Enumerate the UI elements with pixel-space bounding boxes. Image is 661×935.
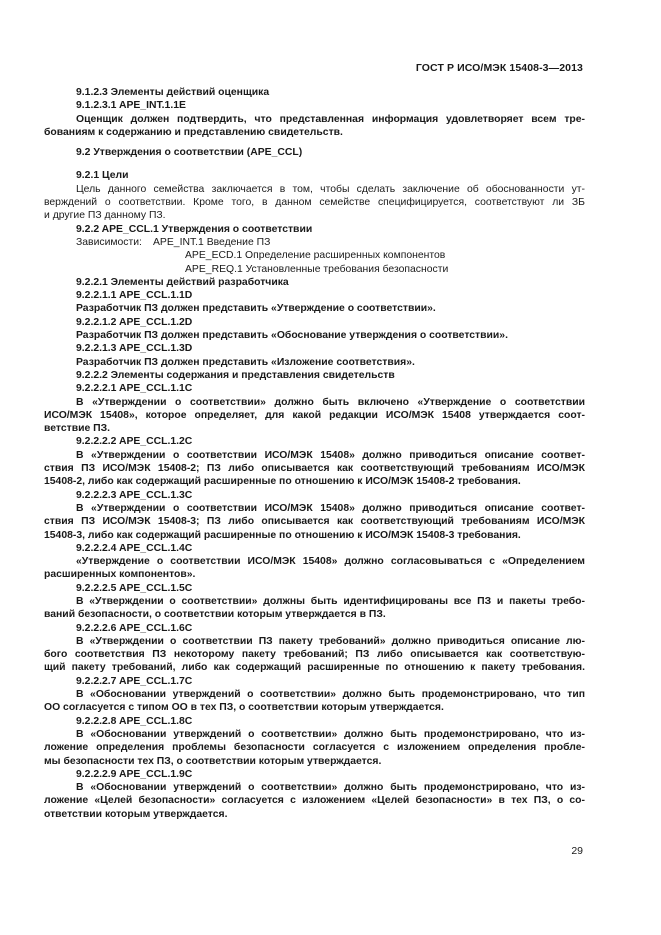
text-line: верждений о соответствии. Кроме того, в данном семействе специфицируется, соответствуют ли ЗБ: [44, 197, 585, 209]
text-line: 9.2.2.2.3 APE_CCL.1.3C: [76, 489, 193, 501]
text-line: Цель данного семейства заключается в том, чтобы сделать заключение об обоснованности ут-: [76, 183, 585, 195]
text-line: Разработчик ПЗ должен представить «Обоснование утверждения о соответствии».: [76, 330, 508, 342]
text-line: ответствии которым утверждается.: [44, 808, 228, 820]
text-line: 9.2.2.2 Элементы содержания и представления свидетельств: [76, 369, 395, 381]
text-line: ИСО/МЭК 15408», которое определяет, для какой редакции ИСО/МЭК 15408 утверждается соот-: [44, 409, 585, 421]
text-line: 9.2.2.2.1 APE_CCL.1.1C: [76, 383, 193, 395]
text-line: ствия ПЗ ИСО/МЭК 15408-2; ПЗ либо описывается как соответствующий требованиям ИСО/МЭК: [44, 463, 585, 475]
text-line: 9.2.2.1 Элементы действий разработчика: [76, 276, 289, 288]
text-line: В «Обосновании утверждений о соответствии» должно быть продемонстрировано, что из-: [76, 728, 585, 740]
text-line: В «Обосновании утверждений о соответствии» должно быть продемонстрировано, что тип: [76, 689, 585, 701]
text-line: В «Утверждении о соответствии ИСО/МЭК 15408» должно приводиться описание соответ-: [76, 502, 585, 514]
page-number: 29: [571, 845, 583, 857]
text-line: В «Утверждении о соответствии ИСО/МЭК 15408» должно приводиться описание соответ-: [76, 449, 585, 461]
text-line: 9.1.2.3.1 APE_INT.1.1E: [76, 100, 186, 112]
dependency-line: [76, 236, 585, 249]
text-line: ложение определения проблемы безопасности согласуется с изложением определения пробле-: [44, 742, 585, 754]
text-line: 9.2.2.1.1 APE_CCL.1.1D: [76, 290, 193, 302]
text-line: 9.2.2.1.2 APE_CCL.1.2D: [76, 316, 193, 328]
text-line: 9.2.2.2.9 APE_CCL.1.9C: [76, 768, 193, 780]
text-line: расширенных компонентов».: [44, 569, 196, 581]
spacer: [44, 139, 585, 146]
text-line: В «Утверждении о соответствии ПЗ пакету требований» должно приводиться описание лю-: [76, 635, 585, 647]
dependencies-label: Зависимости:: [76, 236, 142, 248]
text-line: 9.2.2.2.6 APE_CCL.1.6C: [76, 622, 193, 634]
document-body: [44, 86, 585, 821]
text-line: В «Обосновании утверждений о соответствии» должно быть продемонстрировано, что из-: [76, 782, 585, 794]
text-line: 9.2.2.2.5 APE_CCL.1.5C: [76, 582, 193, 594]
text-line: ствия ПЗ ИСО/МЭК 15408-3; ПЗ либо описывается как соответствующий требованиям ИСО/МЭК: [44, 516, 585, 528]
text-line: 9.2 Утверждения о соответствии (APE_CCL): [76, 147, 303, 159]
page-header: ГОСТ Р ИСО/МЭК 15408-3—2013: [415, 62, 583, 74]
dependency-item: APE_REQ.1 Установленные требования безопасности: [185, 263, 449, 275]
text-line: ветствие ПЗ.: [44, 423, 111, 435]
text-line: щий пакету требований, либо как содержащий расширенные по отношению к пакету требования.: [44, 662, 585, 674]
spacer: [44, 159, 585, 169]
text-line: В «Утверждении о соответствии» должны быть идентифицированы все ПЗ и пакеты требо-: [76, 595, 585, 607]
text-line: 9.2.2.1.3 APE_CCL.1.3D: [76, 343, 193, 355]
text-line: 15408-3, либо как содержащий расширенные по отношению к ИСО/МЭК 15408-3 требования.: [44, 529, 521, 541]
text-line: ваний безопасности, о соответствии которым утверждается в ПЗ.: [44, 609, 386, 621]
text-line: «Утверждение о соответствии ИСО/МЭК 15408» должно согласовываться с «Определением: [76, 556, 585, 568]
section-9-1-2-3-and-9-2: [44, 86, 585, 236]
dependency-item: APE_ECD.1 Определение расширенных компонентов: [185, 250, 446, 262]
text-line: В «Утверждении о соответствии» должно быть включено «Утверждение о соответствии: [76, 396, 585, 408]
dependencies: [44, 236, 585, 276]
text-line: 9.2.2 APE_CCL.1 Утверждения о соответствии: [76, 223, 313, 235]
text-line: мы безопасности тех ПЗ, о соответствии которым утверждается.: [44, 755, 382, 767]
text-line: и другие ПЗ данному ПЗ.: [44, 210, 166, 222]
text-line: 9.2.2.2.2 APE_CCL.1.2C: [76, 436, 193, 448]
text-line: 9.2.2.2.4 APE_CCL.1.4C: [76, 542, 193, 554]
text-line: 15408-2, либо как содержащий расширенные по отношению к ИСО/МЭК 15408-2 требования.: [44, 476, 521, 488]
text-line: бованиям к содержанию и представлению свидетельств.: [44, 126, 343, 138]
text-line: Оценщик должен подтвердить, что представленная информация удовлетворяет всем тре-: [76, 113, 585, 125]
text-line: ложение «Целей безопасности» согласуется с изложением «Целей безопасности» в тех ПЗ, о со-: [44, 795, 585, 807]
text-line: 9.2.2.2.8 APE_CCL.1.8C: [76, 715, 193, 727]
text-line: ОО согласуется с типом ОО в тех ПЗ, о соответствии которым утверждается.: [44, 702, 444, 714]
text-line: 9.2.1 Цели: [76, 170, 129, 182]
section-9-2-2-elements: [44, 276, 585, 821]
text-line: бого соответствия ПЗ некоторому пакету требований; ПЗ либо описывается как соответствую-: [44, 649, 585, 661]
text-line: Разработчик ПЗ должен представить «Утверждение о соответствии».: [76, 303, 436, 315]
dependency-item: APE_INT.1 Введение ПЗ: [153, 236, 271, 248]
text-line: 9.1.2.3 Элементы действий оценщика: [76, 87, 270, 98]
text-line: 9.2.2.2.7 APE_CCL.1.7C: [76, 675, 193, 687]
text-line: Разработчик ПЗ должен представить «Изложение соответствия».: [76, 356, 415, 368]
